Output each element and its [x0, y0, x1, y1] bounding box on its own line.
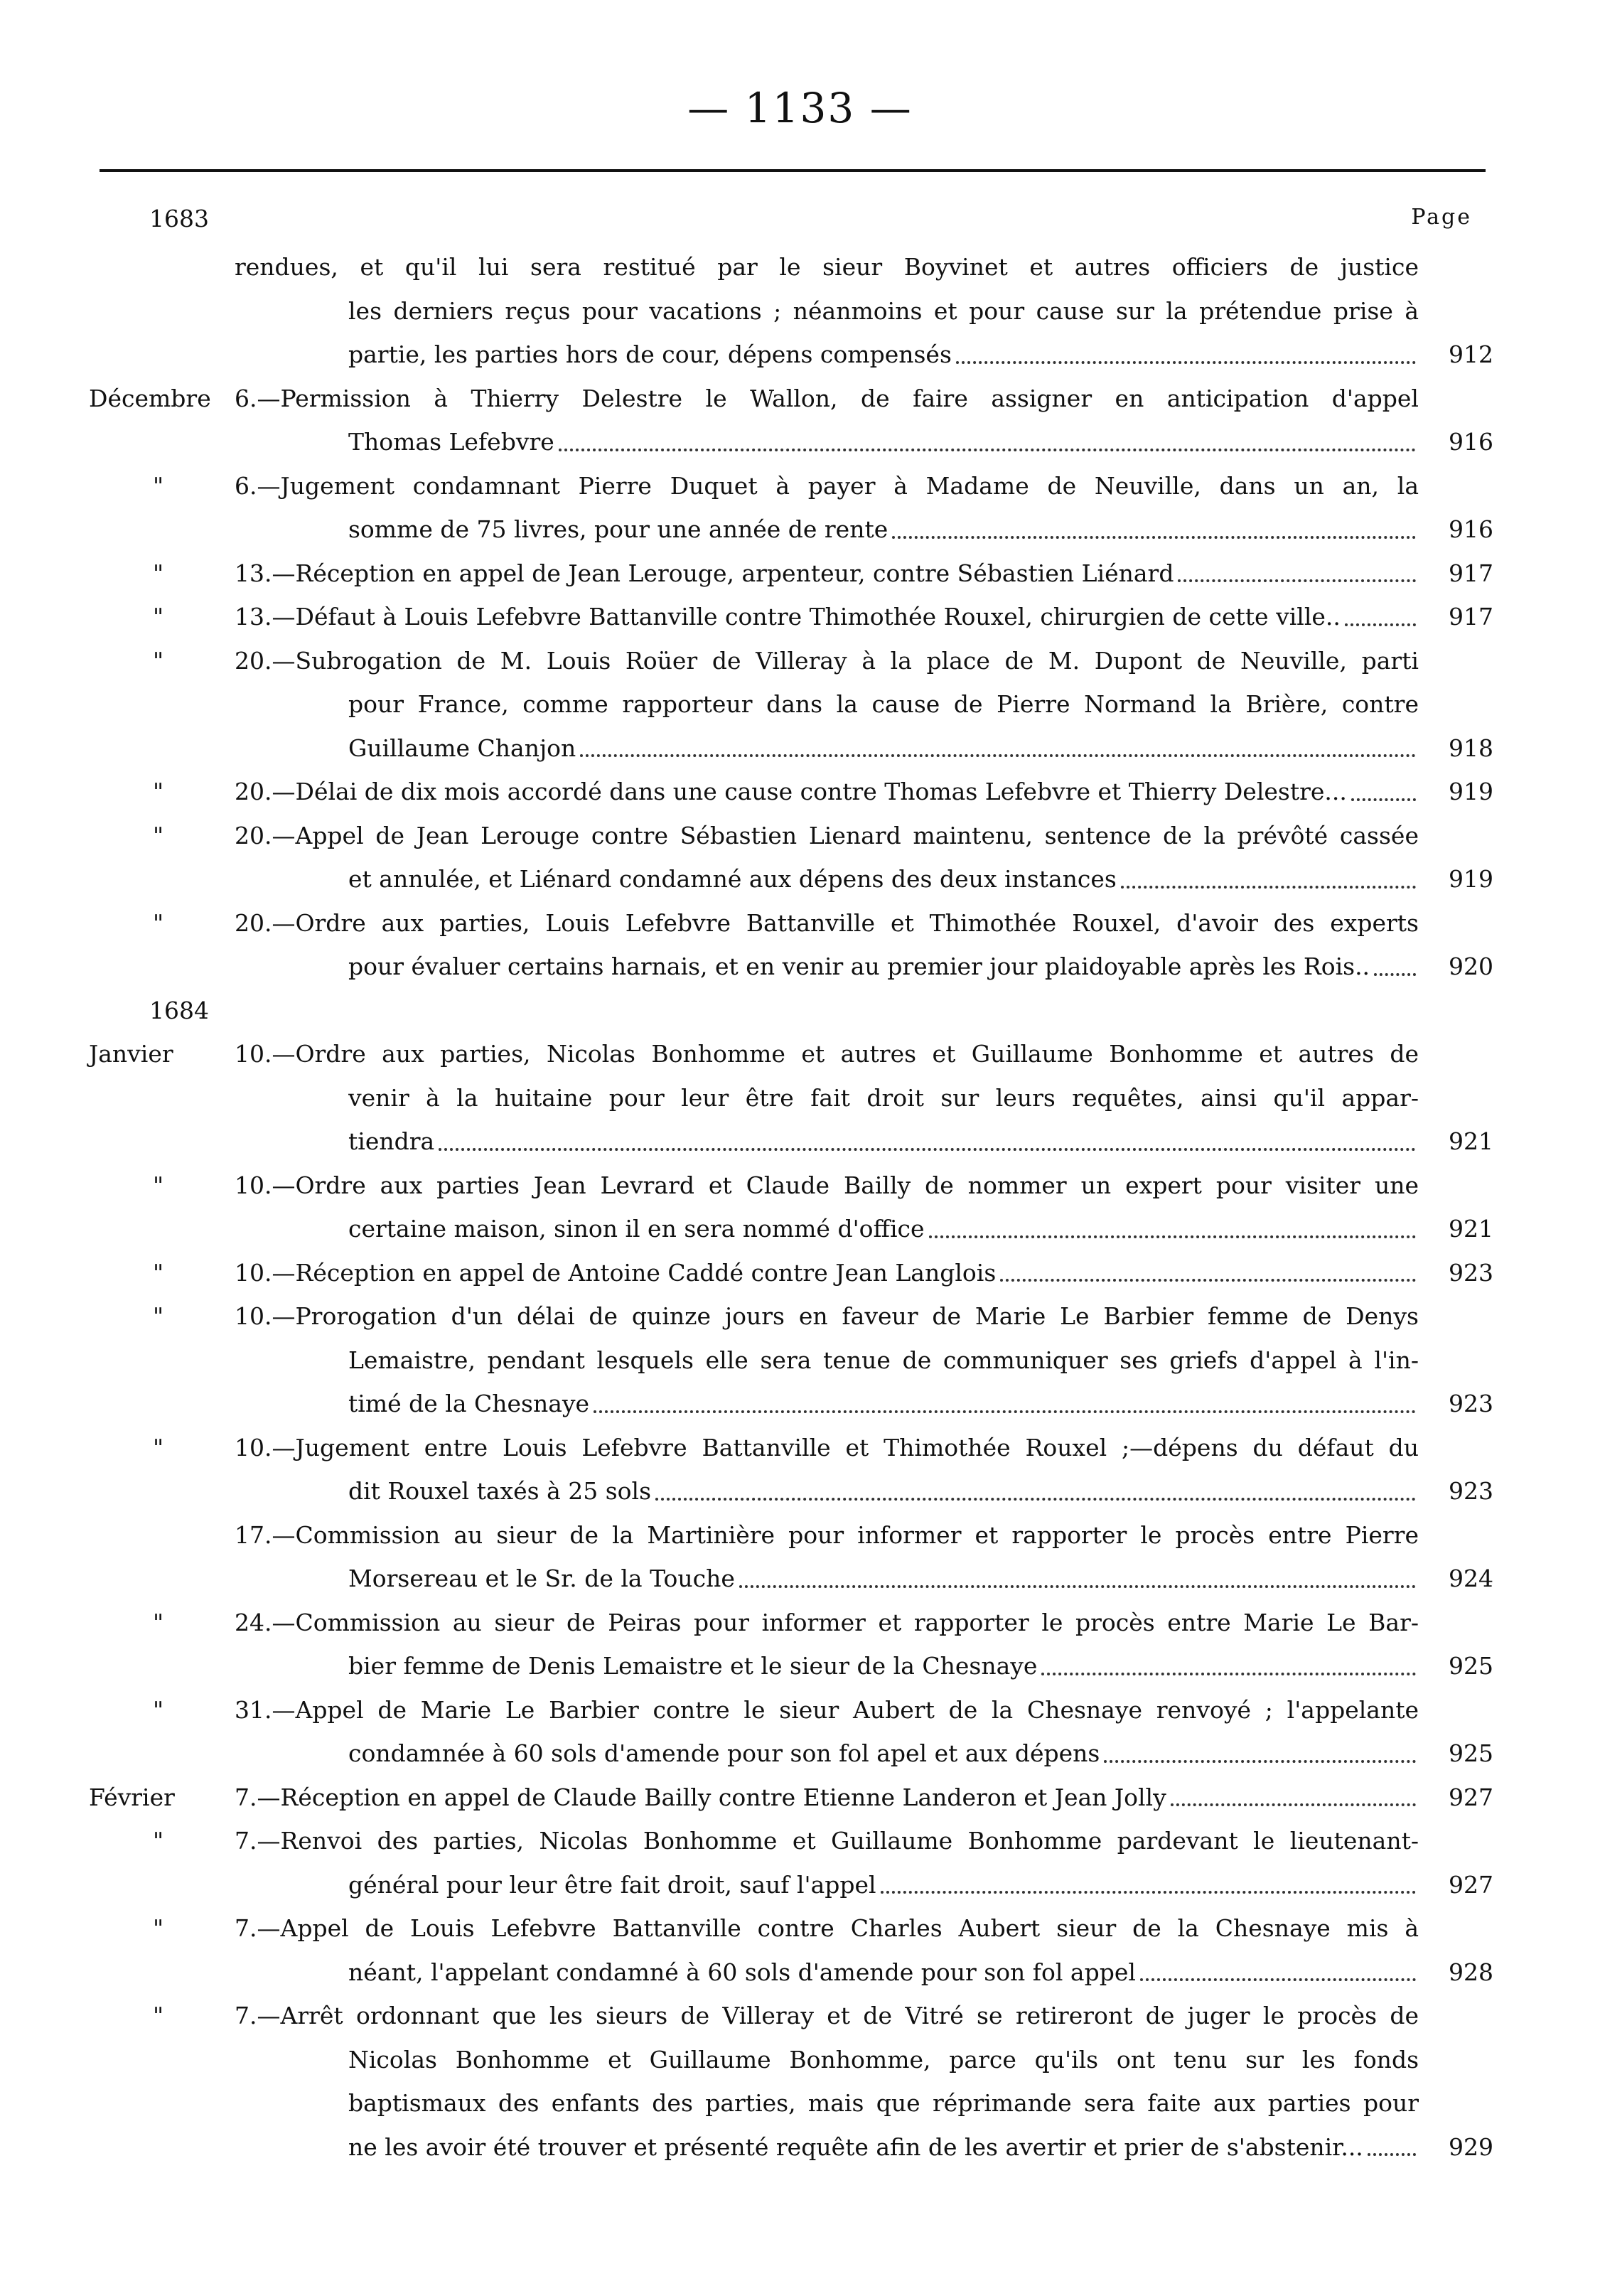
- entry-text: [348, 420, 1419, 464]
- entry-text: [348, 726, 1419, 771]
- entry-line: [0, 1294, 1600, 1339]
- entry-text: 10.—Prorogation d'un délai de quinze jours en faveur de Marie Le Barbier femme de Denys: [235, 1302, 1419, 1330]
- index-entry: [0, 464, 1600, 552]
- index-entry: [0, 1294, 1600, 1426]
- dot-leader: [1104, 1732, 1416, 1763]
- entry-line: [0, 1426, 1600, 1470]
- index-entry: [0, 1819, 1600, 1906]
- index-entry: [0, 1601, 1600, 1688]
- month-label: Février: [89, 1783, 175, 1811]
- entry-line: [0, 1032, 1600, 1076]
- entry-text: [348, 333, 1419, 377]
- dot-leader: [1171, 1776, 1416, 1807]
- page-ref: 929: [1449, 2133, 1493, 2161]
- entry-line: [0, 1557, 1600, 1601]
- page-ref: 917: [1449, 559, 1493, 587]
- entry-text: les derniers reçus pour vacations ; néanmoins et pour cause sur la prétendue prise à: [348, 296, 1419, 325]
- entry-text-segment: partie, les parties hors de cour, dépens compensés: [348, 340, 952, 368]
- entry-line: [0, 333, 1600, 377]
- page-ref: 921: [1449, 1127, 1493, 1155]
- dot-leader: [739, 1557, 1416, 1588]
- dot-leader: [1178, 552, 1416, 583]
- entry-line: [0, 1120, 1600, 1164]
- entry-text: baptismaux des enfants des parties, mais que réprimande sera faite aux parties pour: [348, 2089, 1419, 2117]
- entry-text: [348, 1644, 1419, 1688]
- dot-leader: [929, 1207, 1416, 1238]
- month-label: Janvier: [89, 1040, 173, 1068]
- entry-line: [0, 2038, 1600, 2082]
- page-ref: 923: [1449, 1258, 1493, 1287]
- dot-leader: [881, 1863, 1416, 1894]
- entry-text: rendues, et qu'il lui sera restitué par le sieur Boyvinet et autres officiers de justice: [235, 253, 1419, 281]
- page-ref: 925: [1449, 1739, 1493, 1767]
- entry-text-segment: condamnée à 60 sols d'amende pour son fol apel et aux dépens: [348, 1739, 1100, 1767]
- entry-text-segment: 13.—Réception en appel de Jean Lerouge, arpenteur, contre Sébastien Liénard: [235, 559, 1174, 587]
- entry-text: pour France, comme rapporteur dans la cause de Pierre Normand la Brière, contre: [348, 690, 1419, 718]
- entry-line: [0, 1732, 1600, 1776]
- month-label: Décembre: [89, 384, 211, 412]
- entry-text: [235, 595, 1419, 639]
- ditto-mark: ": [153, 1914, 164, 1942]
- index-entry: [0, 989, 1600, 1033]
- entry-text: 10.—Ordre aux parties, Nicolas Bonhomme et autres et Guillaume Bonhomme et autres de: [235, 1040, 1419, 1068]
- index-entry: [0, 595, 1600, 639]
- entry-text: 10.—Jugement entre Louis Lefebvre Battanville et Thimothée Rouxel ;—dépens du défaut du: [235, 1433, 1419, 1461]
- entry-text: 6.—Permission à Thierry Delestre le Wallon, de faire assigner en anticipation d'appel: [235, 384, 1419, 412]
- entry-line: [0, 945, 1600, 989]
- entry-line: [0, 814, 1600, 858]
- entry-text-segment: Guillaume Chanjon: [348, 734, 576, 762]
- entries-list: [0, 245, 1600, 2169]
- index-entry: [0, 552, 1600, 596]
- header-year: 1683: [149, 205, 209, 232]
- entry-text: 20.—Appel de Jean Lerouge contre Sébastien Lienard maintenu, sentence de la prévôté cassée: [235, 821, 1419, 849]
- entry-line: [0, 989, 1600, 1033]
- dot-leader: [580, 726, 1416, 758]
- entry-line: [0, 1076, 1600, 1120]
- entry-text: Lemaistre, pendant lesquels elle sera tenue de communiquer ses griefs d'appel à l'in-: [348, 1346, 1419, 1374]
- entry-text-segment: et annulée, et Liénard condamné aux dépens des deux instances: [348, 865, 1117, 893]
- page-number: — 1133 —: [687, 84, 913, 132]
- entry-line: [0, 552, 1600, 596]
- page-ref: 921: [1449, 1215, 1493, 1243]
- entry-line: [0, 245, 1600, 289]
- ditto-mark: ": [153, 1827, 164, 1855]
- ditto-mark: ": [153, 559, 164, 587]
- entry-text-segment: 20.—Délai de dix mois accordé dans une cause contre Thomas Lefebvre et Thierry Delestre...: [235, 778, 1347, 805]
- entry-line: [0, 1688, 1600, 1732]
- ditto-mark: ": [153, 908, 164, 937]
- header-rule: [100, 169, 1486, 172]
- entry-text: 24.—Commission au sieur de Peiras pour informer et rapporter le procès entre Marie Le Bar-: [235, 1608, 1419, 1636]
- ditto-mark: ": [153, 646, 164, 675]
- entry-text-segment: 13.—Défaut à Louis Lefebvre Battanville contre Thimothée Rouxel, chirurgien de cette ville..: [235, 603, 1341, 631]
- entry-line: [0, 1469, 1600, 1513]
- entry-text-segment: somme de 75 livres, pour une année de rente: [348, 515, 888, 543]
- entry-text-segment: tiendra: [348, 1127, 435, 1155]
- entry-text: [235, 552, 1419, 596]
- entry-line: [0, 1863, 1600, 1907]
- ditto-mark: ": [153, 1433, 164, 1461]
- index-entry: [0, 1251, 1600, 1295]
- entry-text-segment: timé de la Chesnaye: [348, 1390, 590, 1417]
- entry-line: [0, 1776, 1600, 1820]
- index-entry: [0, 245, 1600, 377]
- entry-line: [0, 420, 1600, 464]
- dot-leader: [655, 1469, 1416, 1501]
- entry-text: 7.—Arrêt ordonnant que les sieurs de Villeray et de Vitré se retireront de juger le procès de: [235, 2002, 1419, 2029]
- entry-text: [348, 1382, 1419, 1426]
- index-entry: [0, 901, 1600, 989]
- entry-line: [0, 1951, 1600, 1995]
- page-ref: 916: [1449, 428, 1493, 456]
- entry-line: [0, 1251, 1600, 1295]
- dot-leader: [1121, 857, 1416, 889]
- entry-text: 6.—Jugement condamnant Pierre Duquet à payer à Madame de Neuville, dans un an, la: [235, 471, 1419, 500]
- dot-leader: [1140, 1951, 1416, 1982]
- entry-line: [0, 377, 1600, 421]
- dot-leader: [1041, 1644, 1416, 1675]
- entry-line: [0, 1601, 1600, 1645]
- entry-line: [0, 1994, 1600, 2038]
- entry-line: [0, 770, 1600, 814]
- ditto-mark: ": [153, 1302, 164, 1330]
- entry-text: venir à la huitaine pour leur être fait droit sur leurs requêtes, ainsi qu'il appar-: [348, 1083, 1419, 1112]
- entry-text-segment: bier femme de Denis Lemaistre et le sieur de la Chesnaye: [348, 1652, 1038, 1680]
- dot-leader: [1374, 945, 1416, 976]
- entry-line: [0, 1644, 1600, 1688]
- entry-line: [0, 1382, 1600, 1426]
- entry-text: [348, 945, 1419, 989]
- page-ref: 919: [1449, 865, 1493, 893]
- index-entry: [0, 1994, 1600, 2169]
- index-entry: [0, 1426, 1600, 1513]
- ditto-mark: ": [153, 1258, 164, 1287]
- index-entry: [0, 377, 1600, 464]
- entry-line: [0, 2125, 1600, 2169]
- entry-line: [0, 639, 1600, 683]
- ditto-mark: ": [153, 2002, 164, 2029]
- entry-text: [235, 770, 1419, 814]
- entry-text: [235, 1776, 1419, 1820]
- entry-text-segment: Thomas Lefebvre: [348, 428, 554, 456]
- page-ref: 923: [1449, 1390, 1493, 1417]
- entry-text: [348, 1557, 1419, 1601]
- index-entry: [0, 1688, 1600, 1776]
- entry-text-segment: pour évaluer certains harnais, et en venir au premier jour plaidoyable après les Rois..: [348, 953, 1370, 980]
- entry-text: 31.—Appel de Marie Le Barbier contre le sieur Aubert de la Chesnaye renvoyé ; l'appelante: [235, 1695, 1419, 1724]
- entry-line: [0, 2081, 1600, 2125]
- entry-line: [0, 595, 1600, 639]
- dot-leader: [439, 1120, 1416, 1151]
- entry-text: [348, 1732, 1419, 1776]
- index-entry: [0, 770, 1600, 814]
- entry-text: 10.—Ordre aux parties Jean Levrard et Claude Bailly de nommer un expert pour visiter une: [235, 1171, 1419, 1199]
- entry-line: [0, 1164, 1600, 1208]
- page-ref: 927: [1449, 1870, 1493, 1899]
- page-ref: 920: [1449, 953, 1493, 980]
- entry-text: [348, 1469, 1419, 1513]
- page-ref: 923: [1449, 1477, 1493, 1505]
- index-entry: [0, 1513, 1600, 1601]
- page-ref: 919: [1449, 778, 1493, 805]
- dot-leader: [559, 420, 1416, 451]
- entry-text: [348, 1863, 1419, 1907]
- entry-line: [0, 901, 1600, 945]
- page-ref: 912: [1449, 340, 1493, 368]
- entry-line: [0, 1207, 1600, 1251]
- page-ref: 927: [1449, 1783, 1493, 1811]
- page-ref: 924: [1449, 1565, 1493, 1592]
- page-ref: 928: [1449, 1958, 1493, 1986]
- entry-text-segment: 7.—Réception en appel de Claude Bailly contre Etienne Landeron et Jean Jolly: [235, 1783, 1166, 1811]
- index-entry: [0, 1776, 1600, 1820]
- entry-text-segment: 10.—Réception en appel de Antoine Caddé contre Jean Langlois: [235, 1258, 997, 1287]
- entry-text-segment: dit Rouxel taxés à 25 sols: [348, 1477, 652, 1505]
- entry-text-segment: ne les avoir été trouver et présenté requête afin de les avertir et prier de s'abstenir...: [348, 2133, 1363, 2161]
- index-entry: [0, 639, 1600, 771]
- entry-line: [0, 1339, 1600, 1383]
- entry-text: [348, 857, 1419, 901]
- ditto-mark: ": [153, 603, 164, 631]
- index-entry: [0, 814, 1600, 901]
- ditto-mark: ": [153, 821, 164, 849]
- dot-leader: [1000, 1251, 1416, 1282]
- entry-text: [348, 508, 1419, 552]
- dot-leader: [956, 333, 1416, 364]
- entry-text-segment: Morsereau et le Sr. de la Touche: [348, 1565, 735, 1592]
- entry-text: [235, 1251, 1419, 1295]
- entry-text-segment: néant, l'appelant condamné à 60 sols d'amende pour son fol appel: [348, 1958, 1136, 1986]
- dot-leader: [1351, 770, 1416, 801]
- index-entry: [0, 1906, 1600, 1994]
- page-column-header: Page: [1411, 205, 1472, 230]
- entry-text: 20.—Subrogation de M. Louis Roüer de Villeray à la place de M. Dupont de Neuville, parti: [235, 646, 1419, 675]
- page-ref: 918: [1449, 734, 1493, 762]
- entry-line: [0, 508, 1600, 552]
- dot-leader: [1368, 2125, 1416, 2157]
- page-ref: 916: [1449, 515, 1493, 543]
- year-label: 1684: [149, 996, 209, 1024]
- entry-line: [0, 1513, 1600, 1557]
- ditto-mark: ": [153, 471, 164, 500]
- dot-leader: [1345, 595, 1416, 626]
- entry-text-segment: général pour leur être fait droit, sauf l'appel: [348, 1870, 876, 1899]
- entry-text: 7.—Renvoi des parties, Nicolas Bonhomme et Guillaume Bonhomme pardevant le lieutenant-: [235, 1827, 1419, 1855]
- entry-text: Nicolas Bonhomme et Guillaume Bonhomme, parce qu'ils ont tenu sur les fonds: [348, 2045, 1419, 2074]
- entry-line: [0, 1819, 1600, 1863]
- page-ref: 925: [1449, 1652, 1493, 1680]
- entry-text: [348, 2125, 1419, 2169]
- index-entry: [0, 1164, 1600, 1251]
- entry-text: 7.—Appel de Louis Lefebvre Battanville contre Charles Aubert sieur de la Chesnaye mis à: [235, 1914, 1419, 1942]
- ditto-mark: ": [153, 778, 164, 805]
- entry-text-segment: certaine maison, sinon il en sera nommé d'office: [348, 1215, 925, 1243]
- entry-line: [0, 857, 1600, 901]
- entry-line: [0, 682, 1600, 726]
- ditto-mark: ": [153, 1171, 164, 1199]
- ditto-mark: ": [153, 1695, 164, 1724]
- page-ref: 917: [1449, 603, 1493, 631]
- entry-line: [0, 726, 1600, 771]
- entry-text: [348, 1120, 1419, 1164]
- entry-text: 17.—Commission au sieur de la Martinière pour informer et rapporter le procès entre Pierre: [235, 1520, 1419, 1549]
- dot-leader: [892, 508, 1416, 539]
- entry-text: [348, 1951, 1419, 1995]
- entry-line: [0, 1906, 1600, 1951]
- entry-text: [348, 1207, 1419, 1251]
- index-entry: [0, 1032, 1600, 1164]
- dot-leader: [594, 1382, 1416, 1413]
- entry-line: [0, 464, 1600, 508]
- ditto-mark: ": [153, 1608, 164, 1636]
- entry-text: 20.—Ordre aux parties, Louis Lefebvre Battanville et Thimothée Rouxel, d'avoir des experts: [235, 908, 1419, 937]
- entry-line: [0, 289, 1600, 333]
